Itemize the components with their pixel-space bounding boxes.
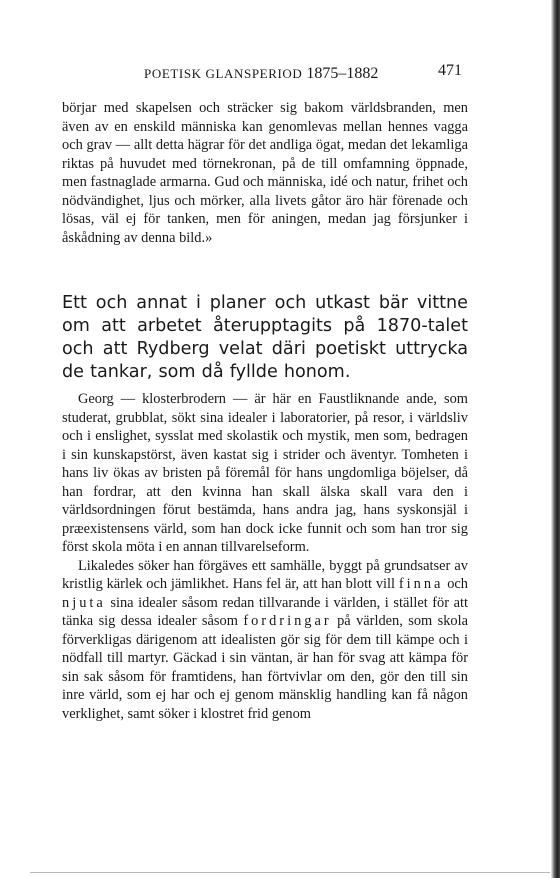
- running-header: [62, 62, 462, 84]
- running-title-text: POETISK GLANSPERIOD: [144, 66, 303, 81]
- emphasis-njuta: njuta: [62, 594, 106, 611]
- emphasis-fordringar: fordringar: [243, 613, 332, 629]
- paragraph-3-text-4: på världen, som skola förverkligas därigenom att idealisten gör sig för dem till kämpe och i nödfall till martyr. Gäckad i sin väntan, är han för svag att kämpa för sin sak såsom för framtidens, han förtvivlar om den, gör den till sin inre värld, som ej har och ej genom mänsklig handling kan få någon verklighet, samt söker i klostret frid genom: [62, 613, 468, 722]
- body-paragraph-1: börjar med skapelsen och sträcker sig bakom världsbranden, men även av en enskild människa kan genomlevas mellan hennes vagga och grav — allt detta hägrar för det andliga ögat, medan det lekamliga riktas på huvudet med törnekronan, på de till omfamning öppnade, men fastnaglade armarna. Gud och människa, idé och natur, frihet och nödvändighet, ljus och mörker, alla livets gåtor äro här förenade och lösas, väl ej för tanken, men för aningen, medan jag försjunker i åskådning av denna bild.»: [62, 100, 468, 246]
- paragraph-3-text-1: Likaledes söker han förgäves ett samhälle, byggt på grundsatser av kristlig kärlek och jämlikhet. Hans fel är, att han blott vill: [62, 557, 468, 592]
- running-title: [144, 65, 378, 83]
- page-bottom-edge: [30, 872, 550, 873]
- paragraph-3-text-3: sina idealer såsom redan tillvarande i världen, i stället för att tänka sig dessa idealer såsom: [62, 594, 468, 629]
- paragraph-3-text-2: och: [447, 576, 468, 592]
- section-summary-heading: Ett och annat i planer och utkast bär vittne om att arbetet återupptagits på 1870-talet och att Rydberg velat däri poetiskt uttrycka de tankar, som då fyllde honom.: [62, 293, 468, 382]
- body-paragraph-3: [62, 557, 468, 724]
- body-paragraph-2-block: [62, 390, 468, 723]
- page-number: 471: [438, 62, 462, 79]
- page-edge-shadow: [551, 0, 560, 878]
- body-paragraph-2: Georg — klosterbrodern — är här en Faustliknande ande, som studerat, grubblat, sökt sina idealer i laboratorier, på resor, i världsliv och i enslighet, sysslat med skolastik och mystik, men som, bedragen i sin kunskapstörst, även kastat sig i strider och äventyr. Tomheten i hans liv ökas av bristen på föremål för hans ungdomliga böjelser, då han fordrar, att den kvinna han skall älska skall vara den i världsordningen förut bestämda, hans andra jag, hans syskonsjäl i præexistensens värld, som han dock icke funnit och som han tror sig först skola möta i en annan tillvarelseform.: [62, 391, 468, 555]
- running-title-years: 1875–1882: [306, 65, 379, 82]
- emphasis-finna: finna: [398, 576, 444, 592]
